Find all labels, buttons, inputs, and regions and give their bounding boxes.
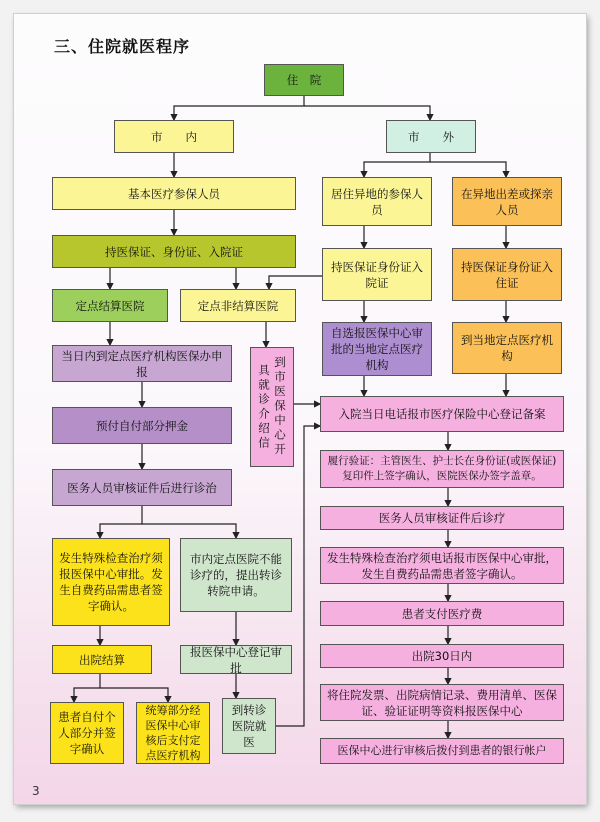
prepay-deposit-node: 预付自付部分押金 <box>52 407 232 444</box>
report-center-node: 报医保中心登记审批 <box>180 645 292 674</box>
special-exam-node: 发生特殊检查治疗须报医保中心审批。发生自费药品需患者签字确认。 <box>52 538 170 626</box>
admit-phone-node: 入院当日电话报市医疗保险中心登记备案 <box>320 396 564 432</box>
pool-pay-node: 统筹部分经医保中心审核后支付定点医疗机构 <box>136 702 210 764</box>
designated-hospital-node: 定点结算医院 <box>52 289 168 322</box>
staff-verify-node: 医务人员审核证件后诊疗 <box>320 506 564 530</box>
city-in-node: 市 内 <box>114 120 234 153</box>
cannot-treat-node: 市内定点医院不能诊疗的，提出转诊转院申请。 <box>180 538 292 612</box>
basic-insured-node: 基本医疗参保人员 <box>52 177 296 210</box>
patient-pay-node: 患者支付医疗费 <box>320 601 564 626</box>
page-title: 三、住院就医程序 <box>54 37 191 56</box>
hold-docs-travel-node: 持医保证身份证入住证 <box>452 248 562 301</box>
center-letter-node: 到市医保中心开具就诊介绍信 <box>250 347 294 467</box>
travel-other-node: 在异地出差或探亲人员 <box>452 177 562 226</box>
center-review-node: 医保中心进行审核后拨付到患者的银行帐户 <box>320 738 564 764</box>
hold-docs-reside-node: 持医保证身份证入院证 <box>322 248 432 301</box>
city-out-node: 市 外 <box>386 120 476 153</box>
submit-docs-node: 将住院发票、出院病情记录、费用清单、医保证、验证证明等资料报医保中心 <box>320 684 564 721</box>
hold-docs-node: 持医保证、身份证、入院证 <box>52 235 296 268</box>
verify-treat-node: 医务人员审核证件后进行诊治 <box>52 469 232 506</box>
flowchart-page <box>14 14 586 804</box>
within-30-days-node: 出院30日内 <box>320 644 564 668</box>
reside-other-node: 居住异地的参保人员 <box>322 177 432 226</box>
self-select-node: 自选报医保中心审批的当地定点医疗机构 <box>322 322 432 376</box>
duty-verify-node: 履行验证：主管医生、护士长在身份证(或医保证)复印件上签字确认，医院医保办签字盖章。 <box>320 450 564 488</box>
transfer-hospital-node: 到转诊医院就医 <box>222 698 276 754</box>
discharge-settle-node: 出院结算 <box>52 645 152 674</box>
local-designated-node: 到当地定点医疗机构 <box>452 322 562 374</box>
self-pay-sign-node: 患者自付个人部分并签字确认 <box>50 702 124 764</box>
special-exam-phone-node: 发生特殊检查治疗须电话报市医保中心审批，发生自费药品需患者签字确认。 <box>320 547 564 584</box>
non-designated-hospital-node: 定点非结算医院 <box>180 289 296 322</box>
report-same-day-node: 当日内到定点医疗机构医保办申报 <box>52 345 232 382</box>
page-number: 3 <box>32 784 40 798</box>
hospital-node: 住 院 <box>264 64 344 96</box>
